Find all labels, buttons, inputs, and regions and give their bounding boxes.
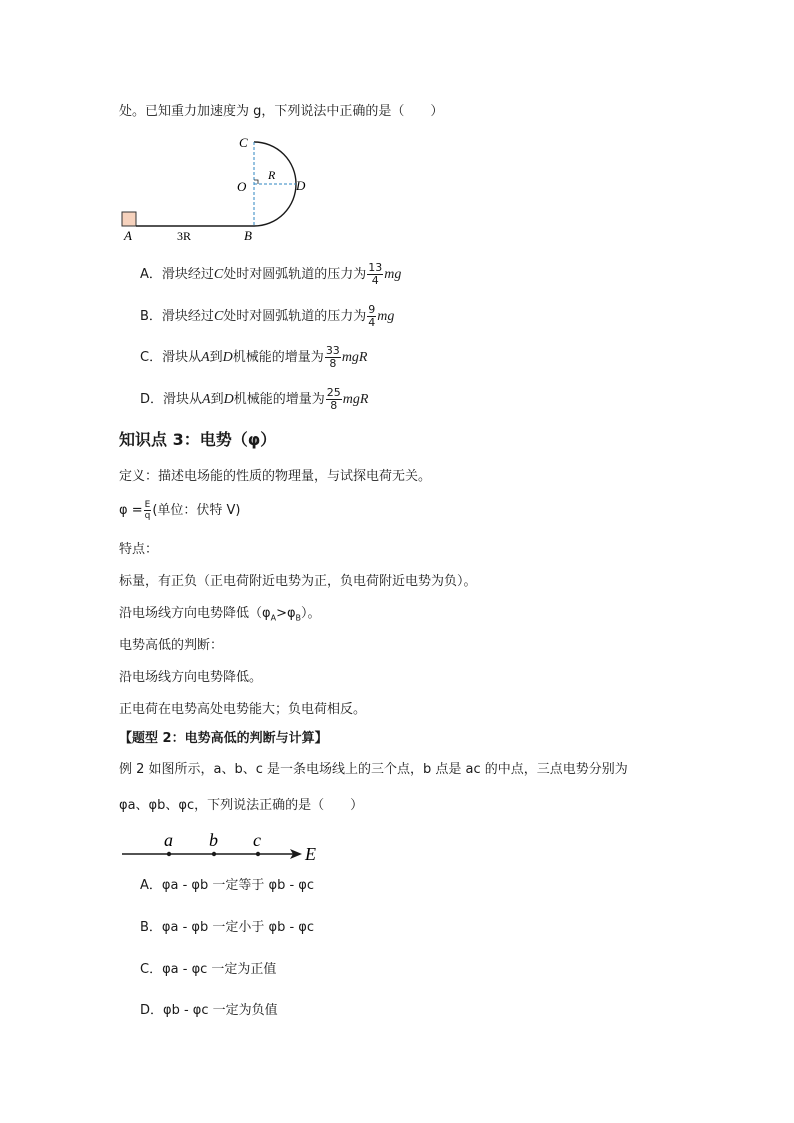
point-a-dot [167,852,171,856]
option-1c [140,345,367,370]
label-b: B [244,228,252,243]
judge-label: 电势高低的判断： [119,638,224,653]
label-d: D [296,178,306,193]
feature-1: 标量，有正负（正电荷附近电势为正，负电荷附近电势为负）。 [119,574,477,589]
option-text: 机械能的增量为 [232,349,324,365]
feature-2-text: ）。 [301,606,321,621]
definition-text: 定义：描述电场能的性质的物理量，与试探电荷无关。 [119,469,432,484]
denominator: 4 [368,316,376,329]
track-figure [115,130,325,245]
option-text: 滑块从 [163,391,203,407]
option-1d [140,387,368,412]
example-2-stem-2: φa、φb、φc，下列说法正确的是（ ） [119,798,364,813]
option-1b [140,304,394,329]
block-a [122,212,136,226]
question-1-stem [119,103,443,121]
option-letter: D． [140,1003,164,1018]
option-letter: C． [140,349,163,365]
section-heading-type2: 【题型 2：电势高低的判断与计算】 [119,731,328,746]
point-label: A [202,391,211,407]
option-text: 滑块从 [162,349,202,365]
option-text: φa - φb 一定小于 φb - φc [161,920,315,935]
option-2c [140,961,276,979]
formula-unit: (单位：伏特 V) [152,502,241,518]
label-a: A [124,228,132,243]
label-3r: 3R [177,229,192,243]
numerator: E [144,500,151,510]
fraction [326,387,342,412]
potential-formula [119,500,241,521]
option-text: φa - φc 一定为正值 [162,962,277,977]
numerator: 25 [326,386,341,399]
option-letter: B． [140,308,162,324]
option-letter: A． [140,878,162,893]
formula-lhs: φ = [119,502,143,518]
option-letter: B． [140,920,162,935]
option-text: 处时对圆弧轨道的压力为 [223,266,367,282]
features-label: 特点： [119,542,159,557]
denominator: 4 [371,274,379,287]
point-b-dot [212,852,216,856]
label-point-a: a [164,830,173,850]
fraction [367,262,383,287]
label-point-b: b [209,830,218,850]
example-2-stem-1: 例 2 如图所示，a、b、c 是一条电场线上的三个点，b 点是 ac 的中点，三点电势分别为 [119,762,628,777]
point-label: C [213,266,224,282]
feature-2-text: 沿电场线方向电势降低（φ [119,606,271,621]
option-text: 滑块经过 [161,308,214,324]
point-label: A [201,349,210,365]
option-letter: C． [140,962,163,977]
subscript-b: B [295,613,302,623]
label-point-c: c [253,830,261,850]
fraction [367,304,376,329]
label-o: O [237,179,247,194]
label-r: R [268,168,276,182]
option-unit: mgR [342,391,369,407]
numerator: 13 [368,261,383,274]
option-letter: A． [140,266,162,282]
question-1-stem-text: 处。已知重力加速度为 g，下列说法中正确的是（ ） [119,104,444,119]
fraction [325,345,341,370]
point-label: D [222,349,233,365]
option-unit: mg [384,266,402,282]
label-c: C [239,135,248,150]
option-text: 机械能的增量为 [233,391,325,407]
option-text: 处时对圆弧轨道的压力为 [223,308,367,324]
feature-2-text: >φ [276,606,296,621]
option-text: φb - φc 一定为负值 [163,1003,278,1018]
option-letter: D． [140,391,164,407]
field-line-figure [118,826,328,866]
subscript-a: A [270,613,277,623]
formula-fraction [144,500,152,521]
numerator: 9 [368,303,376,316]
section-heading-kp3: 知识点 3：电势（φ） [119,430,277,449]
feature-2 [119,605,321,628]
numerator: 33 [325,344,340,357]
option-text: φa - φb 一定等于 φb - φc [161,878,315,893]
option-unit: mg [377,308,395,324]
option-text: 到 [209,349,223,365]
denominator: 8 [329,357,337,370]
option-2b [140,919,314,937]
option-text: 到 [210,391,224,407]
point-label: D [223,391,234,407]
option-text: 滑块经过 [161,266,214,282]
right-angle-mark [254,180,258,184]
option-1a [140,262,401,287]
judge-1: 沿电场线方向电势降低。 [119,670,263,685]
option-2d [140,1002,278,1020]
denominator: 8 [330,399,338,412]
point-c-dot [256,852,260,856]
option-2a [140,877,314,895]
label-field-e: E [305,844,316,864]
point-label: C [213,308,224,324]
option-unit: mgR [341,349,368,365]
denominator: q [144,511,151,521]
judge-2: 正电荷在电势高处电势能大；负电荷相反。 [119,702,367,717]
